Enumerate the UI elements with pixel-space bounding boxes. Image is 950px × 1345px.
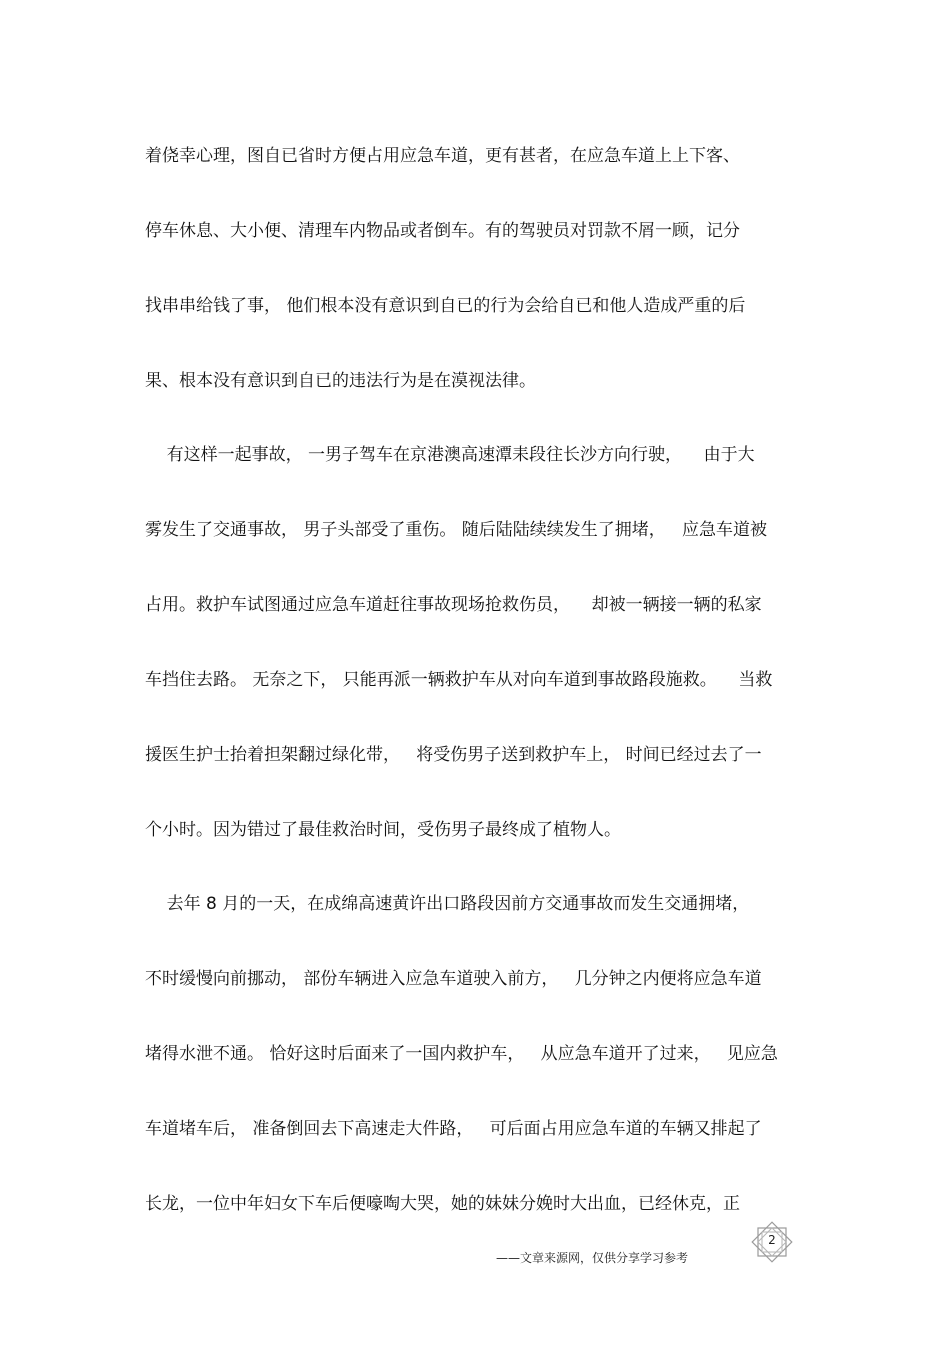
body-text-line: 雾发生了交通事故， 男子头部受了重伤。 随后陆陆续续发生了拥堵， 应急车道被 xyxy=(145,520,768,540)
body-text-line: 停车休息、大小便、清理车内物品或者倒车。有的驾驶员对罚款不屑一顾，记分 xyxy=(145,221,740,241)
page-number: 2 xyxy=(768,1233,776,1247)
body-text-line: 车道堵车后， 准备倒回去下高速走大件路， 可后面占用应急车道的车辆又排起了 xyxy=(145,1119,762,1139)
body-text-line: 果、根本没有意识到自已的违法行为是在漠视法律。 xyxy=(145,371,536,391)
body-text-line: 援医生护士抬着担架翻过绿化带， 将受伤男子送到救护车上， 时间已经过去了一 xyxy=(145,745,762,765)
body-text-line: 车挡住去路。 无奈之下， 只能再派一辆救护车从对向车道到事故路段施救。 当救 xyxy=(145,670,773,690)
body-text-line: 去年 8 月的一天，在成绵高速黄许出口路段因前方交通事故而发生交通拥堵， xyxy=(145,894,750,914)
body-text-line: 占用。救护车试图通过应急车道赶往事故现场抢救伤员， 却被一辆接一辆的私家 xyxy=(145,595,762,615)
body-text-line: 堵得水泄不通。 恰好这时后面来了一国内救护车， 从应急车道开了过来， 见应急 xyxy=(145,1044,778,1064)
body-text-line: 长龙，一位中年妇女下车后便嚎啕大哭，她的妹妹分娩时大出血，已经休克，正 xyxy=(145,1194,740,1214)
body-text-line: 找串串给钱了事， 他们根本没有意识到自已的行为会给自已和他人造成严重的后 xyxy=(145,296,746,316)
footer-source-note: ——文章来源网，仅供分享学习参考 xyxy=(496,1251,689,1265)
body-text-line: 着侥幸心理，图自已省时方便占用应急车道，更有甚者，在应急车道上上下客、 xyxy=(145,146,740,166)
body-text-line: 不时缓慢向前挪动， 部份车辆进入应急车道驶入前方， 几分钟之内便将应急车道 xyxy=(145,969,762,989)
body-text-line: 有这样一起事故， 一男子驾车在京港澳高速潭耒段往长沙方向行驶， 由于大 xyxy=(145,445,755,465)
body-text-line: 个小时。因为错过了最佳救治时间，受伤男子最终成了植物人。 xyxy=(145,820,621,840)
